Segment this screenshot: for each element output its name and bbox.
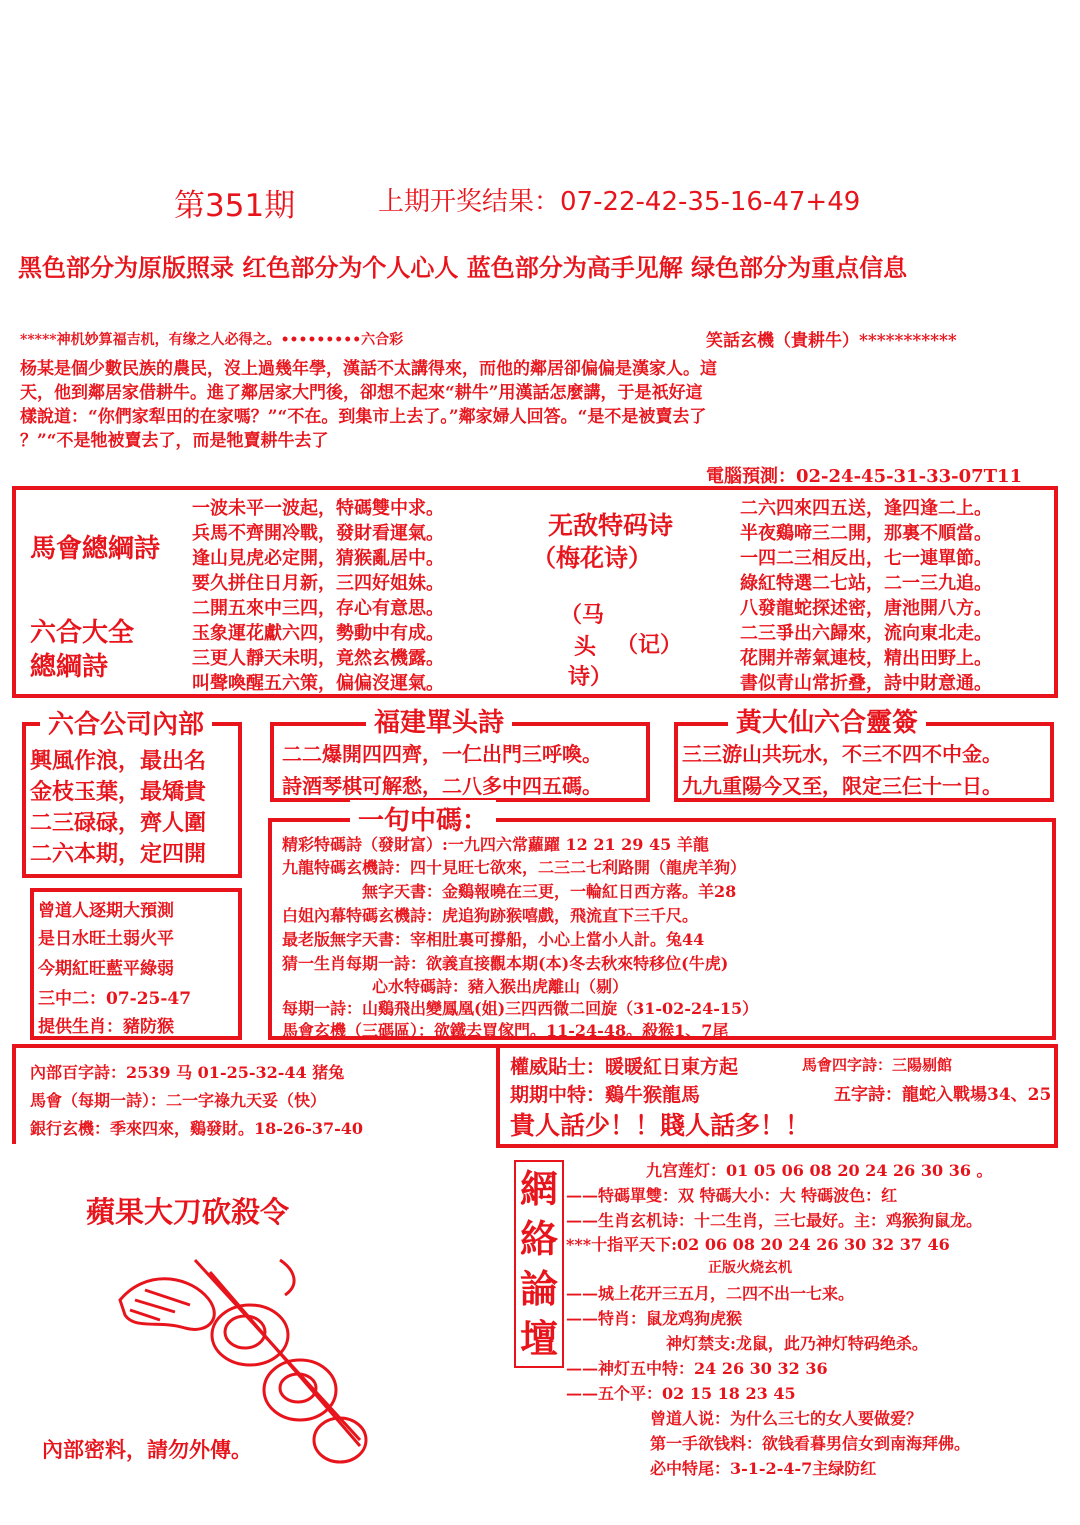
forum-line: ——特碼單雙：双 特碼大小：大 特碼波色：红 xyxy=(566,1186,898,1205)
fujian-line: 二二爆開四四齊，一仁出門三呼喚。 xyxy=(282,742,602,766)
tips-period: 期期中特：鷄牛猴龍馬 xyxy=(510,1084,701,1106)
poem-mid-title: 无敌特码诗 xyxy=(548,511,674,540)
apple-footer: 內部密料，請勿外傳。 xyxy=(42,1437,252,1462)
internal-line: 銀行玄機：季來四來，鷄發財。18-26-37-40 xyxy=(30,1119,363,1138)
yiju-line: 心水特碼詩：豬入猴出虎離山（剔） xyxy=(372,977,629,996)
joke-line: ？”“不是牠被賣去了，而是牠賣耕牛去了 xyxy=(20,431,329,451)
company-lines xyxy=(30,744,206,868)
joke-title-right: 笑話玄機（貴耕牛）*********** xyxy=(706,331,957,351)
tips-five-char: 五字詩：龍蛇入戰場34、25 xyxy=(834,1085,1052,1105)
color-legend: 黑色部分为原版照录 红色部分为个人心人 蓝色部分为高手见解 绿色部分为重点信息 xyxy=(18,254,908,282)
forum-line: 九宫莲灯：01 05 06 08 20 24 26 30 36 。 xyxy=(646,1161,993,1180)
daoren-line: 三中二：07-25-47 xyxy=(38,989,192,1009)
company-title: 六合公司內部 xyxy=(40,704,212,741)
poem-line: 綠紅特選二七站，二一三九追。 xyxy=(740,573,992,594)
joke-title-left: *****神机妙算福吉机，有缘之人必得之。•••••••••六合彩 xyxy=(20,332,404,348)
fujian-line: 詩酒琴棋可解愁，二八多中四五碼。 xyxy=(282,774,602,798)
issue-number: 第351期 xyxy=(174,188,296,224)
tips-authority: 權威貼士：暖暖紅日東方起 xyxy=(510,1056,739,1078)
forum-line: ——特肖：鼠龙鸡狗虎猴 xyxy=(566,1309,743,1328)
yiju-line: 精彩特碼詩（發財富）:一九四六常蘿躍 12 21 29 45 羊龍 xyxy=(282,835,709,854)
poem-line: 半夜鷄啼三二開，那裏不順當。 xyxy=(740,523,992,544)
computer-forecast: 電腦預測：02-24-45-31-33-07T11 xyxy=(706,466,1023,487)
last-result: 上期开奖结果：07-22-42-35-16-47+49 xyxy=(378,187,861,217)
poem-mid-note: （记） xyxy=(616,632,683,658)
tips-four-char: 馬會四字詩：三陽剔館 xyxy=(802,1056,953,1074)
joke-text xyxy=(20,354,717,450)
forum-side-char: 絡 xyxy=(520,1216,559,1261)
yiju-line: 馬會玄機（三碼區）：欲鐵去買傢門。11-24-48。殺猴1、7尾 xyxy=(282,1021,729,1040)
forum-line: ***十指平天下:02 06 08 20 24 26 30 32 37 46 xyxy=(566,1235,950,1254)
yiju-line: 白姐內幕特碼玄機詩：虎追狗跡猴嘻戲，飛流直下三千尺。 xyxy=(282,906,699,925)
forum-side-title xyxy=(514,1160,564,1368)
daoren-line: 是日水旺土弱火平 xyxy=(38,929,174,949)
yiju-line: 猜一生肖每期一詩：欲義直接觀本期(本)冬去秋來特移位(牛虎) xyxy=(282,954,729,973)
forum-side-char: 壇 xyxy=(520,1316,559,1361)
poem-line: 二六四來四五送，逢四逢二上。 xyxy=(740,498,992,519)
poem-line: 花開并蒂氣連枝，精出田野上。 xyxy=(740,648,992,669)
huangdaxian-line: 三三游山共玩水，不三不四不中金。 xyxy=(682,742,1002,766)
joke-line: 天，他到鄰居家借耕牛。進了鄰居家大門後，卻想不起來“耕牛”用漢話怎麼講，于是祇好這 xyxy=(20,383,703,403)
huangdaxian-title: 黃大仙六合靈簽 xyxy=(728,702,926,739)
fujian-title: 福建單头詩 xyxy=(366,702,512,739)
poem-line: 二三爭出六歸來，流向東北走。 xyxy=(740,623,992,644)
poem-line: 要久拼住日月新，三四好姐妹。 xyxy=(192,573,444,594)
poem-mid-note: 头 xyxy=(574,634,597,660)
company-line: 二三碌碌，齊人圍 xyxy=(30,810,207,836)
yiju-line: 最老版無字天書：宰相肚裏可撐船，小心上當小人計。兔44 xyxy=(282,930,705,949)
company-line: 興風作浪，最出名 xyxy=(30,748,207,774)
poem-left-title-2: 六合大全 xyxy=(30,618,135,648)
poem-line: 八發龍蛇探述密，唐池開八方。 xyxy=(740,598,992,619)
yiju-line: 無字天書：金鷄報曉在三更，一輪紅日西方落。羊28 xyxy=(362,882,737,901)
poem-mid-note: （马 xyxy=(560,602,605,628)
forum-line: 正版火烧玄机 xyxy=(708,1260,792,1276)
poem-line: 逢山見虎必定開，猜猴亂居中。 xyxy=(192,548,444,569)
huangdaxian-line: 九九重陽今又至，限定三仨十一日。 xyxy=(682,774,1002,798)
poem-left-title: 馬會總綱詩 xyxy=(30,534,161,564)
poem-mid-note: 诗） xyxy=(568,664,613,690)
poem-line: 一波未平一波起，特碼雙中求。 xyxy=(192,498,444,519)
poem-line: 一四二三相反出，七一連單節。 xyxy=(740,548,992,569)
yiju-line: 每期一詩：山鷄飛出變鳳凰(姐)三四西微二回旋（31-02-24-15） xyxy=(282,999,759,1018)
poem-mid-subtitle: （梅花诗） xyxy=(532,543,652,572)
daoren-title: 曾道人逐期大預測 xyxy=(38,901,174,921)
poem-right-lines xyxy=(740,494,992,694)
yiju-title: 一句中碼： xyxy=(350,800,496,837)
poem-line: 叫聲喚醒五六策，偏偏沒運氣。 xyxy=(192,673,444,694)
forum-line: 必中特尾：3-1-2-4-7主绿防红 xyxy=(650,1459,877,1478)
forum-line: ——五个平：02 15 18 23 45 xyxy=(566,1384,796,1403)
forum-side-char: 論 xyxy=(520,1266,559,1311)
forum-line: 曾道人说：为什么三七的女人要做爱？ xyxy=(650,1409,923,1428)
yiju-line: 九龍特碼玄機詩：四十見旺七欲來，二三二七利路開（龍虎羊狗） xyxy=(282,858,747,877)
forum-line: ——生肖玄机诗：十二生肖，三七最好。主：鸡猴狗鼠龙。 xyxy=(566,1211,983,1230)
company-line: 金枝玉葉，最矯貴 xyxy=(30,779,207,805)
company-line: 二六本期，定四開 xyxy=(30,841,207,867)
forum-line: 第一手欲钱料：欲钱看暮男信女到南海拜佛。 xyxy=(650,1434,971,1453)
forum-line: ——城上花开三五月，二四不出一七来。 xyxy=(566,1284,855,1303)
apple-title: 蘋果大刀砍殺令 xyxy=(86,1195,290,1229)
forum-line: 神灯禁支:龙鼠，此乃神灯特码绝杀。 xyxy=(666,1334,928,1353)
poem-line: 三更人靜天未明，竟然玄機露。 xyxy=(192,648,444,669)
poem-line: 二開五來中三四，存心有意思。 xyxy=(192,598,444,619)
poem-line: 玉象運花獻六四，勢動中有成。 xyxy=(192,623,444,644)
daoren-line: 提供生肖：豬防猴 xyxy=(38,1017,174,1037)
internal-line: 內部百字詩：2539 马 01-25-32-44 猪兔 xyxy=(30,1063,345,1082)
forum-side-char: 網 xyxy=(520,1166,559,1211)
daoren-line: 今期紅旺藍平綠弱 xyxy=(38,959,174,979)
poem-line: 兵馬不齊開冷戰，發財看運氣。 xyxy=(192,523,444,544)
joke-line: 杨某是個少數民族的農民，沒上過幾年學，漢話不太講得來，而他的鄰居卻偏偏是漢家人。這 xyxy=(20,359,717,379)
joke-line: 樣說道：“你們家犁田的在家嗎？”“不在。到集市上去了。”鄰家婦人回答。“是不是被賣去了 xyxy=(20,407,707,427)
internal-line: 馬會（每期一詩）：二一字祿九天妥（快） xyxy=(30,1091,327,1110)
tips-slogan: 貴人話少！！賤人話多！！ xyxy=(510,1111,811,1140)
poem-left-title-2b: 總綱詩 xyxy=(30,652,109,682)
poem-line: 書似青山常折叠，詩中財意通。 xyxy=(740,673,992,694)
poem-left-lines xyxy=(192,494,444,694)
forum-line: ——神灯五中特：24 26 30 32 36 xyxy=(566,1359,828,1378)
